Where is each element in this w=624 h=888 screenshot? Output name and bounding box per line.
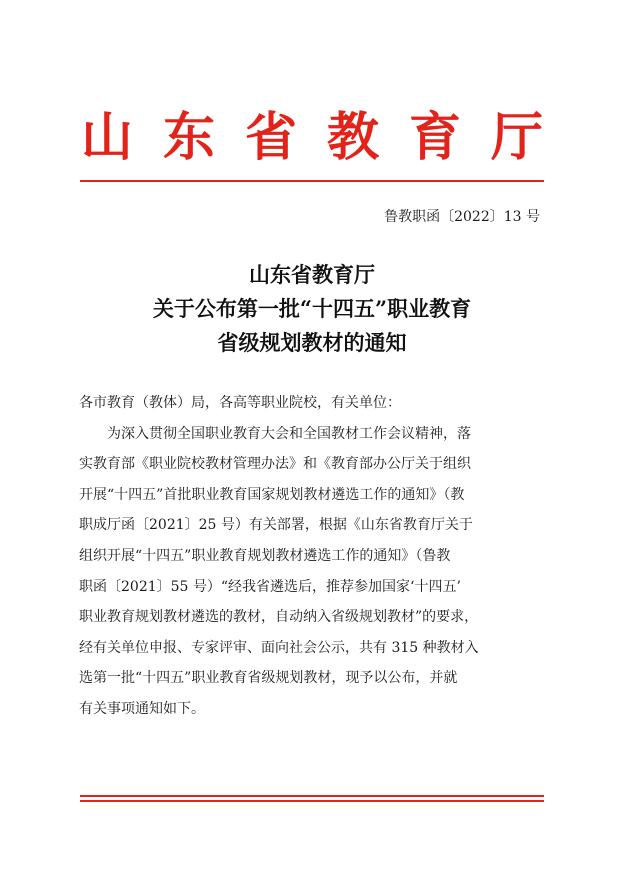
body-line-9: 选第一批“十四五”职业教育省级规划教材，现予以公布，并就 [79,670,458,687]
notice-title-line-2: 关于公布第一批“十四五”职业教育 [152,296,472,321]
salutation: 各市教育（教体）局，各高等职业院校，有关单位： [79,395,401,411]
document-number: 鲁教职函〔2022〕13 号 [384,209,540,225]
notice-title-line-1: 山东省教育厅 [249,262,375,287]
notice-title [0,258,624,360]
body-line-8: 经有关单位申报、专家评审、面向社会公示，共有 315 种教材入 [79,639,479,656]
notice-body [79,388,545,725]
body-line-3: 开展“十四五”首批职业教育国家规划教材遴选工作的通知》（教 [79,486,465,503]
body-line-1: 为深入贯彻全国职业教育大会和全国教材工作会议精神，落 [107,425,471,442]
footer-red-rule-upper [80,795,544,797]
body-line-2: 实教育部《职业院校教材管理办法》和《教育部办公厅关于组织 [79,456,471,473]
notice-title-line-3: 省级规划教材的通知 [217,330,407,355]
issuing-organization-title: 山东省教育厅 [80,107,573,168]
body-line-5: 组织开展“十四五”职业教育规划教材遴选工作的通知》（鲁教 [79,547,451,564]
body-line-10: 有关事项通知如下。 [79,700,205,717]
body-line-4: 职成厅函〔2021〕25 号）有关部署，根据《山东省教育厅关于 [79,517,473,534]
body-line-6: 职函〔2021〕55 号）“经我省遴选后，推荐参加国家‘十四五’ [79,578,461,595]
footer-red-rule-lower [80,800,544,802]
body-line-7: 职业教育规划教材遴选的教材，自动纳入省级规划教材”的要求， [79,609,479,626]
header-red-rule [80,180,544,182]
